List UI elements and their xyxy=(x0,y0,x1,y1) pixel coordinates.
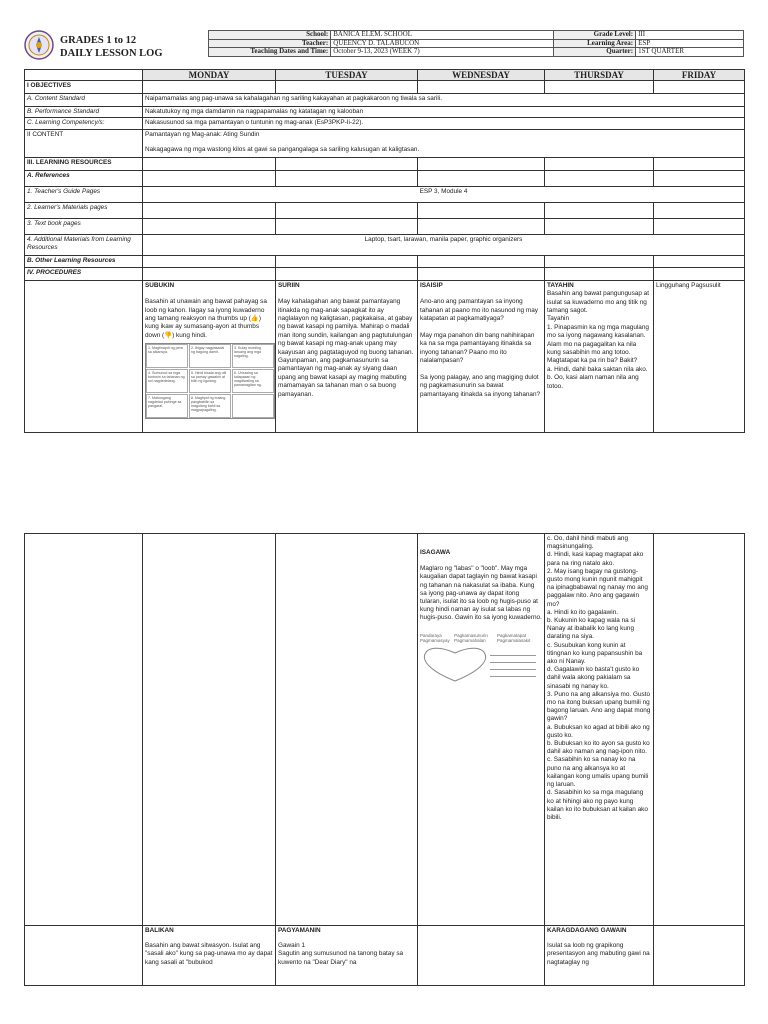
thumb-item: 1. Magtinapdi ng pera sa alkansya. xyxy=(146,344,188,368)
day-thursday: THURSDAY xyxy=(545,70,654,81)
lesson-log-table-page2 xyxy=(24,533,745,986)
wednesday-procedure xyxy=(418,280,545,432)
dll-header xyxy=(24,30,744,60)
isagawa-text: Maglaro ng "labas" o "loob". May mga kaugalian dapat taglayin ng bawat kasapi ng tahanan na nakasulat sa ibaba. Kung sa iyong pag-unawa ay dapat itong tularan, isulat ito sa loob ng hugis-puso at kung hindi naman ay isulat sa labas ng hugis-puso. Gawin ito sa iyong kuwaderno. xyxy=(420,565,542,622)
teacher-value: QUEENCY D. TALABUCON xyxy=(331,39,553,48)
tuesday-pagyamanin xyxy=(276,926,418,986)
subukin-heading: SUBUKIN xyxy=(145,281,175,289)
day-tuesday: TUESDAY xyxy=(276,70,418,81)
suriin-heading: SURIIN xyxy=(278,281,300,289)
competency-value: Nakasusunod sa mga pamantayan o tuntunin ng mag-anak (EsP3PKP-Ii-22). xyxy=(143,118,745,129)
quarter-value: 1ST QUARTER xyxy=(636,48,744,57)
grade-label: Grade Level: xyxy=(553,31,635,40)
corner-cell xyxy=(25,70,143,81)
performance-standard-label: B. Performance Standard xyxy=(25,107,143,118)
thumb-item: 5. Hindi bisala ang util sa pamay gawahin at bilin ng ligulang. xyxy=(189,369,231,393)
header-info-table xyxy=(208,30,744,57)
balikan-heading: BALIKAN xyxy=(145,927,174,934)
dll-title xyxy=(60,34,163,60)
pagyamanin-heading: PAGYAMANIN xyxy=(278,927,321,934)
wednesday-isagawa xyxy=(418,534,545,926)
quarter-label: Quarter: xyxy=(553,48,635,57)
procedures-blank xyxy=(25,280,143,432)
isaisip-text: Ano-ano ang pamantayan sa inyong tahanan at paano mo ito nasunod ng may katapatan at pagkamatiyaga? May mga panahon din bang nahihirapan ka na sa mga pamantayang itinakda sa inyong tahanan? Paano mo ito nalalampasan? Sa iyong palagay, ano ang magiging dulot ng pagkamasunurin sa bawat pamantayang itinakda sa inyong tahanan? xyxy=(420,298,541,398)
dates-label: Teaching Dates and Time: xyxy=(209,48,331,57)
p2-blank-mon xyxy=(143,534,276,926)
tayahin-heading: TAYAHIN xyxy=(547,281,574,289)
isagawa-heading: ISAGAWA xyxy=(420,549,451,556)
answer-lines xyxy=(490,649,536,677)
thumb-item: 6. Umuwing sa kalapasan ng magdiwaling sa pamamagitan ng. xyxy=(232,369,274,393)
p2-blank-wed-2 xyxy=(418,926,545,986)
day-friday: FRIDAY xyxy=(654,70,745,81)
additional-materials-value: Laptop, tsart, larawan, manila paper, graphic organizers xyxy=(143,234,745,255)
suriin-text: May kahalagahan ang bawat pamantayang itinakda ng mag-anak sapagkat ito ay naglalayon ng kaligtasan, pagkakaisa, at gabay ng bawat kasapi ng pamilya. Mahirap o madali man itong sundin, kailangan ang pagtutulungan ng bawat kasapi ng mag-anak upang may kaayusan ang pagtataguyod ng buong tahanan. Gayunpaman, ang pagkamasunurin sa pamantayan ng mag-anak ay siyang daan upang ang bawat kasapi ay maging mabuting mamamayan sa tahanan man o sa buong pamayanan. xyxy=(278,298,414,398)
lesson-log-table xyxy=(24,69,745,433)
references-label: A. References xyxy=(25,170,143,186)
monday-balikan xyxy=(143,926,276,986)
p2-blank-label xyxy=(25,534,143,926)
thumb-item xyxy=(232,394,274,418)
tayahin-text: Basahin ang bawat pangungusap at isulat sa kuwaderno mo ang titik ng tamang sagot. Tayahin 1. Pinapasmin ka ng mga magulang mo sa iyong nagawang kasalanan. Alam mo na pagagalitan ka nila kung sasabihin mo ang totoo. Magtatapat ka pa rin ba? Bakit? a. Hindi, dahil baka saktan nila ako. b. Oo, kasi alam naman nila ang totoo. xyxy=(547,290,649,390)
friday-procedure: Lingguhang Pagsusulit xyxy=(654,280,745,432)
p2-blank-label-2 xyxy=(25,926,143,986)
school-label: School: xyxy=(209,31,331,40)
thursday-procedure xyxy=(545,280,654,432)
pagyamanin-text: Gawain 1 Sagutin ang sumusunod na tanong batay sa kuwento na "Dear Diary" na xyxy=(278,942,404,966)
dates-value: October 9-13, 2023 (WEEK 7) xyxy=(331,48,553,57)
thumbs-worksheet xyxy=(145,343,275,419)
p2-blank-fri-2 xyxy=(654,926,745,986)
karagdagan-text: Isulat sa loob ng grapikong presentasyon ang mabuting gawi na nagtataglay ng xyxy=(547,942,650,966)
teachers-guide-label: 1. Teacher's Guide Pages xyxy=(25,186,143,202)
karagdagan-heading: KARAGDAGANG GAWAIN xyxy=(547,927,627,934)
area-label: Learning Area: xyxy=(553,39,635,48)
thumb-item: 8. Magtipid ng bulang pangbabilin sa magulang bahil sa magpapagaling. xyxy=(189,394,231,418)
resources-label: III. LEARNING RESOURCES xyxy=(25,157,143,170)
title-line-1: GRADES 1 to 12 xyxy=(60,35,137,46)
performance-standard-value: Nakatutukoy ng mga damdamin na nagpapamalas ng katatagan ng kalooban xyxy=(143,107,745,118)
school-value: BANICA ELEM. SCHOOL xyxy=(331,31,553,40)
procedures-label: IV. PROCEDURES xyxy=(25,267,143,280)
thursday-continued xyxy=(545,534,654,926)
grade-value: III xyxy=(636,31,744,40)
heart-icon xyxy=(420,645,490,683)
content-line-2: Nakagagawa ng mga wastong kilos at gawi sa pangangalaga sa sariling kalusugan at kaligtasan. xyxy=(145,146,420,154)
deped-seal-logo xyxy=(24,30,56,60)
learners-materials-label: 2. Learner's Materials pages xyxy=(25,202,143,218)
teacher-label: Teacher: xyxy=(209,39,331,48)
heart-label: Pagkamasunurin Pagmamahalan xyxy=(454,632,488,643)
additional-materials-label: 4. Additional Materials from Learning Resources xyxy=(25,234,143,255)
monday-procedure xyxy=(143,280,276,432)
subukin-text: Basahin at unawain ang bawat pahayag sa loob ng kahon. Ilagay sa iyong kuwaderno ang tamang reaksyon na thumbs up (👍) kung ikaw ay sumasang-ayon at thumbs down (👎) kung hindi. xyxy=(145,298,267,339)
thumb-item: 3. Kulay mording laruang ang mga nagaling. xyxy=(232,344,274,368)
content-standard-label: A. Content Standard xyxy=(25,94,143,107)
other-resources-label: B. Other Learning Resources xyxy=(25,255,143,267)
isaisip-heading: ISAISIP xyxy=(420,281,443,289)
area-value: ESP xyxy=(636,39,744,48)
content-standard-value: Naipamamalas ang pag-unawa sa kahalagahan ng sariling kakayahan at pagkakaroon ng tiwala sa sarili. xyxy=(143,94,745,107)
textbook-label: 3. Text book pages xyxy=(25,218,143,234)
title-line-2: DAILY LESSON LOG xyxy=(60,48,163,59)
content-label: II CONTENT xyxy=(25,129,143,157)
tuesday-procedure xyxy=(276,280,418,432)
thumb-item: 2. Ibigay nagpasadal ng bagong damit. xyxy=(189,344,231,368)
p2-blank-fri xyxy=(654,534,745,926)
tayahin-continued-text: c. Oo, dahil hindi mabuti ang magsinungaling. d. Hindi, kasi kapag magtapat ako para na ring natalo ako. 2. May isang bagay na gustong-gusto mong kunin ngunit mahigpit na ipinagbabawal ng nanay mo ang paggalaw nito. Ano ang gagawin mo? a. Hindi ko ito gagalawin. b. Kukunin ko kapag wala na si Nanay at ibabalik ko lang kung darating na siya. c. Susubukan kong kunin at titingnan ko kung papansushin ba ako ni Nanay. d. Gagalawin ko basta't gusto ko dahil wala akong pakialam sa sinasabi ng nanay ko. 3. Puno na ang alkansiya mo. Gusto mo na itong buksan upang bumili ng bagong laruan. Ano ang dapat mong gawin? a. Bubuksan ko agad at bibili ako ng gusto ko. b. Bubuksan ko ito ayon sa gusto ko dahil ako naman ang nag-ipon nito. c. Sasabihin ko sa nanay ko na puno na ang alkansya ko at kailangan kong umalis upang bumili ng laruan. d. Sasabihin ko sa mga magulang ko at hihingi ako ng payo kung kailan ko ito bubuksan at kailan ako bibili. xyxy=(547,535,651,821)
day-monday: MONDAY xyxy=(143,70,276,81)
heart-label: Pandaraya Pagmamasyay xyxy=(420,632,450,643)
thumb-item: 7. Mahusgang nagdelad pahinge sa pangaral. xyxy=(146,394,188,418)
heart-label: Pagkamatapat Pagmamalasakit xyxy=(497,632,531,643)
competency-label: C. Learning Competency/s: xyxy=(25,118,143,129)
thumb-item: 4. Sumunod sa mga tuntunin sa tahanan ng sol nagdedetang. xyxy=(146,369,188,393)
p2-blank-tue xyxy=(276,534,418,926)
content-line-1: Pamantayan ng Mag-anak: Ating Sundin xyxy=(145,130,260,138)
objectives-label: I OBJECTIVES xyxy=(25,81,143,94)
balikan-text: Basahin ang bawat sitwasyon. Isulat ang "sasali ako" kung sa pag-unawa mo ay dapat kang sasali at "bubukod xyxy=(145,942,273,966)
day-wednesday: WEDNESDAY xyxy=(418,70,545,81)
teachers-guide-value: ESP 3, Module 4 xyxy=(143,186,745,202)
content-value xyxy=(143,129,745,157)
heart-graphic-organizer xyxy=(420,633,538,683)
thursday-karagdagan xyxy=(545,926,654,986)
